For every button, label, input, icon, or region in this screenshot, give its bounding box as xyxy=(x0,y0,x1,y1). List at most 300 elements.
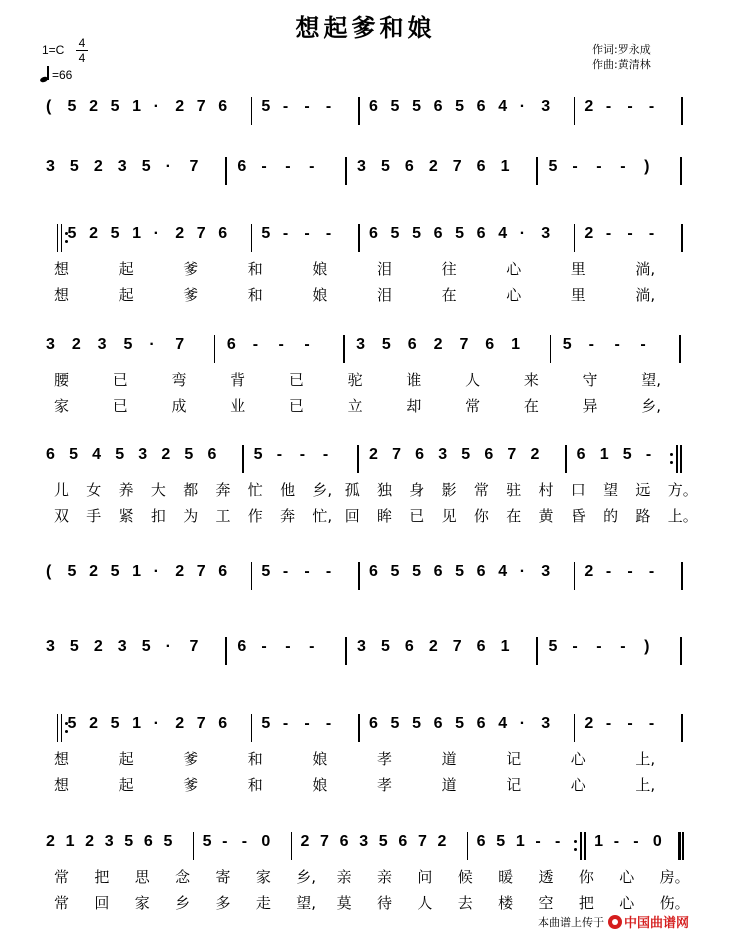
note: · xyxy=(519,563,526,580)
barline xyxy=(574,562,576,590)
note: 3 xyxy=(46,158,55,175)
note: 5 xyxy=(548,638,558,655)
lyric-word: 心 xyxy=(506,260,522,278)
note: 5 xyxy=(381,336,391,353)
note: 3 xyxy=(46,638,55,655)
note: - xyxy=(572,158,578,175)
note: 5 xyxy=(455,225,465,242)
note: 6 xyxy=(237,638,247,655)
lyric-word: 心 xyxy=(619,868,635,886)
barline xyxy=(536,157,538,185)
song-title: 想起爹和娘 xyxy=(295,14,436,42)
score-row xyxy=(0,712,731,794)
footer xyxy=(538,912,689,931)
note: - xyxy=(627,98,633,115)
time-signature-top: 4 xyxy=(78,36,86,50)
note: 7 xyxy=(452,158,462,175)
lyric-word: 忙 xyxy=(247,481,263,499)
note: · xyxy=(519,715,526,732)
note: 5 xyxy=(455,563,465,580)
barline xyxy=(676,445,678,473)
note: 2 xyxy=(175,563,185,580)
note: 5 xyxy=(548,158,558,175)
lyric-line xyxy=(0,395,731,417)
note: 5 xyxy=(261,715,271,732)
lyric-word: 常 xyxy=(54,894,70,912)
score-row xyxy=(0,560,731,620)
note: 5 xyxy=(412,563,421,580)
note: 2 xyxy=(584,715,594,732)
note: 2 xyxy=(46,833,55,850)
note: 1 xyxy=(599,446,609,463)
barline xyxy=(574,97,576,125)
barline xyxy=(357,445,359,473)
score-row xyxy=(0,443,731,525)
note: 7 xyxy=(507,446,517,463)
barline xyxy=(61,224,63,252)
barline xyxy=(678,832,681,860)
note: 5 xyxy=(163,833,173,850)
lyric-word: 他 xyxy=(280,481,296,499)
note: 7 xyxy=(392,446,401,463)
lyric-word: 望, xyxy=(641,371,662,389)
lyric-word: 起 xyxy=(118,750,134,768)
barline xyxy=(574,224,576,252)
lyric-word: 乡, xyxy=(312,481,333,499)
note: 5 xyxy=(412,225,421,242)
note: - xyxy=(633,833,639,850)
lyric-word: 娘 xyxy=(312,286,328,304)
lyric-word: 谁 xyxy=(406,371,422,389)
note: 2 xyxy=(175,225,185,242)
lyric-word: 都 xyxy=(183,481,199,499)
note: 4 xyxy=(92,446,102,463)
note: 5 xyxy=(115,446,125,463)
lyric-word: 业 xyxy=(230,397,246,415)
lyric-word: 娘 xyxy=(312,260,328,278)
lyric-word: 儿 xyxy=(54,481,70,499)
note: 5 xyxy=(202,833,212,850)
note: 2 xyxy=(89,225,98,242)
note: 2 xyxy=(428,158,438,175)
lyric-word: 里 xyxy=(570,286,586,304)
note: 5 xyxy=(110,98,120,115)
lyric-word: 楼 xyxy=(498,894,514,912)
lyric-line xyxy=(0,369,731,391)
lyric-word: 望, xyxy=(296,894,317,912)
note: 5 xyxy=(261,98,271,115)
lyric-word: 身 xyxy=(409,481,425,499)
barline xyxy=(358,714,360,742)
note: 6 xyxy=(369,563,378,580)
lyric-word: 村 xyxy=(538,481,554,499)
note: - xyxy=(605,225,612,242)
barline xyxy=(345,637,347,665)
lyric-word: 念 xyxy=(175,868,191,886)
lyric-word: 养 xyxy=(118,481,134,499)
note: - xyxy=(282,715,289,732)
lyric-word: 背 xyxy=(230,371,246,389)
barline xyxy=(680,157,682,185)
note: 5 xyxy=(390,225,400,242)
note: - xyxy=(648,98,655,115)
site-logo[interactable] xyxy=(608,912,689,931)
lyric-word: 把 xyxy=(94,868,110,886)
note: 7 xyxy=(459,336,469,353)
note: ( xyxy=(46,563,52,580)
note: · xyxy=(519,225,526,242)
note: 5 xyxy=(455,715,465,732)
note: 6 xyxy=(415,446,425,463)
note: - xyxy=(613,833,620,850)
note: 2 xyxy=(89,715,98,732)
lyric-word: 道 xyxy=(441,750,457,768)
note: - xyxy=(325,225,332,242)
lyric-word: 工 xyxy=(215,507,231,525)
note: 5 xyxy=(124,833,134,850)
lyric-word: 心 xyxy=(570,776,586,794)
note: 6 xyxy=(398,833,408,850)
note: - xyxy=(627,225,633,242)
lyric-word: 想 xyxy=(54,260,70,278)
lyric-word: 常 xyxy=(54,868,70,886)
lyric-word: 爹 xyxy=(183,286,199,304)
lyric-word: 记 xyxy=(506,750,522,768)
lyric-word: 寄 xyxy=(215,868,231,886)
note: 6 xyxy=(576,446,586,463)
site-name: 中国曲谱网 xyxy=(624,916,690,931)
barline xyxy=(467,832,469,860)
note: 6 xyxy=(237,158,247,175)
note: 3 xyxy=(138,446,148,463)
barline xyxy=(681,714,683,742)
lyric-word: 方。 xyxy=(667,481,698,499)
lyric-word: 亲 xyxy=(377,868,393,886)
note: · xyxy=(153,98,159,115)
score-row xyxy=(0,635,731,695)
note: - xyxy=(596,158,602,175)
lyric-word: 眸 xyxy=(377,507,393,525)
lyric-word: 奔 xyxy=(280,507,296,525)
lyric-word: 起 xyxy=(118,260,134,278)
barline xyxy=(291,832,293,860)
lyric-line xyxy=(0,892,731,914)
note: 3 xyxy=(357,158,366,175)
note: 5 xyxy=(378,833,388,850)
repeat-dot xyxy=(574,840,577,843)
score-row xyxy=(0,333,731,415)
note: 5 xyxy=(380,638,390,655)
lyric-word: 和 xyxy=(247,776,263,794)
barline xyxy=(251,714,253,742)
lyric-word: 思 xyxy=(134,868,150,886)
barline xyxy=(193,832,195,860)
note: 5 xyxy=(69,638,79,655)
note: 1 xyxy=(511,336,521,353)
barline xyxy=(358,224,360,252)
lyric-word: 黄 xyxy=(538,507,554,525)
lyric-word: 常 xyxy=(473,481,489,499)
note: ) xyxy=(644,638,650,655)
note: 5 xyxy=(253,446,263,463)
lyric-word: 远 xyxy=(635,481,651,499)
lyric-word: 爹 xyxy=(183,776,199,794)
lyric-word: 作 xyxy=(247,507,263,525)
note: 1 xyxy=(132,225,142,242)
lyric-word: 已 xyxy=(112,397,128,415)
tempo-value: =66 xyxy=(52,68,73,82)
note: - xyxy=(614,336,620,353)
note: 6 xyxy=(226,336,236,353)
note: 6 xyxy=(484,446,494,463)
note: 1 xyxy=(500,638,510,655)
repeat-dot xyxy=(670,461,673,464)
lyric-word: 透 xyxy=(538,868,554,886)
lyric-word: 人 xyxy=(465,371,481,389)
note: 1 xyxy=(500,158,510,175)
lyric-word: 莫 xyxy=(336,894,352,912)
lyric-word: 问 xyxy=(417,868,433,886)
lyric-word: 起 xyxy=(118,776,134,794)
note: 3 xyxy=(117,638,127,655)
note: · xyxy=(153,715,159,732)
note: - xyxy=(645,446,652,463)
note: 4 xyxy=(498,715,508,732)
lyric-word: 记 xyxy=(506,776,522,794)
note: - xyxy=(648,715,655,732)
lyric-word: 已 xyxy=(288,397,304,415)
upload-text: 本曲谱上传于 xyxy=(538,915,604,929)
note: 0 xyxy=(261,833,271,850)
lyric-word: 心 xyxy=(506,286,522,304)
note: 5 xyxy=(67,225,77,242)
note: 5 xyxy=(141,158,151,175)
score-row xyxy=(0,830,731,912)
note: 2 xyxy=(85,833,95,850)
note: 6 xyxy=(476,638,486,655)
lyric-word: 道 xyxy=(441,776,457,794)
note: 7 xyxy=(175,336,185,353)
note: - xyxy=(588,336,594,353)
note: 0 xyxy=(652,833,662,850)
barline xyxy=(680,445,682,473)
barline xyxy=(536,637,538,665)
lyric-line xyxy=(0,866,731,888)
note: - xyxy=(276,446,283,463)
score-row xyxy=(0,222,731,304)
note: - xyxy=(648,563,655,580)
note: 5 xyxy=(390,715,400,732)
lyric-word: 和 xyxy=(247,286,263,304)
note: 6 xyxy=(407,336,417,353)
note: 6 xyxy=(404,638,414,655)
note: - xyxy=(222,833,228,850)
lyric-word: 路 xyxy=(635,507,651,525)
lyric-word: 却 xyxy=(406,397,422,415)
barline xyxy=(225,637,227,665)
barline xyxy=(251,562,253,590)
note: - xyxy=(282,225,289,242)
lyric-word: 起 xyxy=(118,286,134,304)
note: 5 xyxy=(141,638,151,655)
lyric-line xyxy=(0,505,731,527)
lyric-word: 在 xyxy=(441,286,457,304)
lyric-word: 上, xyxy=(635,776,656,794)
barline xyxy=(57,714,59,742)
lyric-word: 上, xyxy=(635,750,656,768)
note: 6 xyxy=(369,715,378,732)
tempo-marking xyxy=(40,66,72,82)
barline xyxy=(574,714,576,742)
note: 5 xyxy=(67,563,77,580)
lyric-word: 想 xyxy=(54,750,70,768)
lyric-word: 为 xyxy=(183,507,199,525)
barline xyxy=(57,224,59,252)
note-line xyxy=(0,222,731,252)
note: - xyxy=(304,225,310,242)
note-line xyxy=(0,155,731,185)
note: 6 xyxy=(143,833,153,850)
note: 5 xyxy=(380,158,390,175)
note: - xyxy=(620,638,626,655)
note: · xyxy=(165,158,171,175)
lyric-word: 爹 xyxy=(183,260,199,278)
barline xyxy=(565,445,567,473)
note: - xyxy=(325,98,332,115)
note: - xyxy=(627,715,633,732)
lyric-word: 大 xyxy=(150,481,166,499)
lyric-word: 你 xyxy=(473,507,489,525)
lyric-word: 想 xyxy=(54,776,70,794)
lyric-word: 已 xyxy=(288,371,304,389)
note: 6 xyxy=(404,158,414,175)
note: - xyxy=(285,158,291,175)
time-signature xyxy=(76,36,88,65)
barline xyxy=(242,445,244,473)
note: 2 xyxy=(175,98,185,115)
note: 5 xyxy=(261,563,271,580)
lyric-word: 人 xyxy=(417,894,433,912)
lyric-word: 伤。 xyxy=(659,894,690,912)
note: 2 xyxy=(437,833,447,850)
barline xyxy=(580,832,582,860)
note: 2 xyxy=(530,446,540,463)
note: 5 xyxy=(622,446,632,463)
note: 3 xyxy=(541,563,551,580)
note: 5 xyxy=(69,158,79,175)
barline xyxy=(225,157,227,185)
lyric-word: 候 xyxy=(457,868,473,886)
lyric-word: 待 xyxy=(377,894,393,912)
quarter-note-icon xyxy=(40,66,50,82)
lyric-word: 你 xyxy=(578,868,594,886)
lyric-word: 立 xyxy=(347,397,363,415)
repeat-dot xyxy=(670,453,673,456)
lyric-word: 口 xyxy=(570,481,586,499)
barline xyxy=(682,832,684,860)
note: 5 xyxy=(412,715,421,732)
lyric-word: 双 xyxy=(54,507,70,525)
note: 5 xyxy=(184,446,194,463)
note: - xyxy=(325,715,332,732)
note: 2 xyxy=(584,98,594,115)
barline xyxy=(550,335,552,363)
lyric-word: 在 xyxy=(523,397,539,415)
note-line xyxy=(0,560,731,590)
lyric-word: 来 xyxy=(523,371,539,389)
note: 3 xyxy=(541,715,551,732)
note: 2 xyxy=(369,446,378,463)
note: 2 xyxy=(300,833,310,850)
lyric-word: 女 xyxy=(86,481,102,499)
note: 7 xyxy=(452,638,462,655)
lyric-word: 多 xyxy=(215,894,231,912)
note: 6 xyxy=(433,715,443,732)
note: - xyxy=(304,715,310,732)
lyric-word: 守 xyxy=(582,371,598,389)
lyric-word: 忙, xyxy=(312,507,333,525)
note: - xyxy=(309,638,315,655)
note: - xyxy=(648,225,655,242)
lyric-word: 家 xyxy=(134,894,150,912)
note: 3 xyxy=(359,833,369,850)
note: 6 xyxy=(218,98,228,115)
note: 5 xyxy=(110,225,120,242)
note: 3 xyxy=(117,158,127,175)
note: 6 xyxy=(369,225,378,242)
lyric-word: 上。 xyxy=(667,507,698,525)
lyric-word: 娘 xyxy=(312,750,328,768)
note: - xyxy=(261,158,267,175)
note: 6 xyxy=(485,336,495,353)
note: 1 xyxy=(132,715,142,732)
note: 6 xyxy=(433,225,443,242)
note: 7 xyxy=(196,715,206,732)
note: · xyxy=(153,225,159,242)
note: 3 xyxy=(97,336,107,353)
note: 7 xyxy=(189,158,199,175)
note-line xyxy=(0,333,731,363)
note: · xyxy=(149,336,155,353)
lyric-word: 乡, xyxy=(641,397,662,415)
time-signature-bottom: 4 xyxy=(78,51,86,65)
note: 7 xyxy=(417,833,427,850)
note: 5 xyxy=(412,98,421,115)
note: 5 xyxy=(67,98,77,115)
note: - xyxy=(299,446,306,463)
lyric-line xyxy=(0,258,731,280)
lyric-line xyxy=(0,748,731,770)
lyric-word: 紧 xyxy=(118,507,134,525)
note: 4 xyxy=(498,563,508,580)
lyric-word: 成 xyxy=(171,397,187,415)
lyric-word: 的 xyxy=(603,507,619,525)
note: - xyxy=(596,638,602,655)
note: 4 xyxy=(498,225,508,242)
lyric-word: 把 xyxy=(578,894,594,912)
lyric-word: 去 xyxy=(457,894,473,912)
note: - xyxy=(278,336,284,353)
note: 3 xyxy=(541,98,551,115)
note: 6 xyxy=(476,563,486,580)
note: - xyxy=(282,563,289,580)
lyric-word: 乡 xyxy=(175,894,191,912)
lyric-word: 家 xyxy=(54,397,70,415)
note: 5 xyxy=(110,715,120,732)
note: 2 xyxy=(584,225,594,242)
note: 6 xyxy=(218,225,228,242)
barline xyxy=(251,97,253,125)
